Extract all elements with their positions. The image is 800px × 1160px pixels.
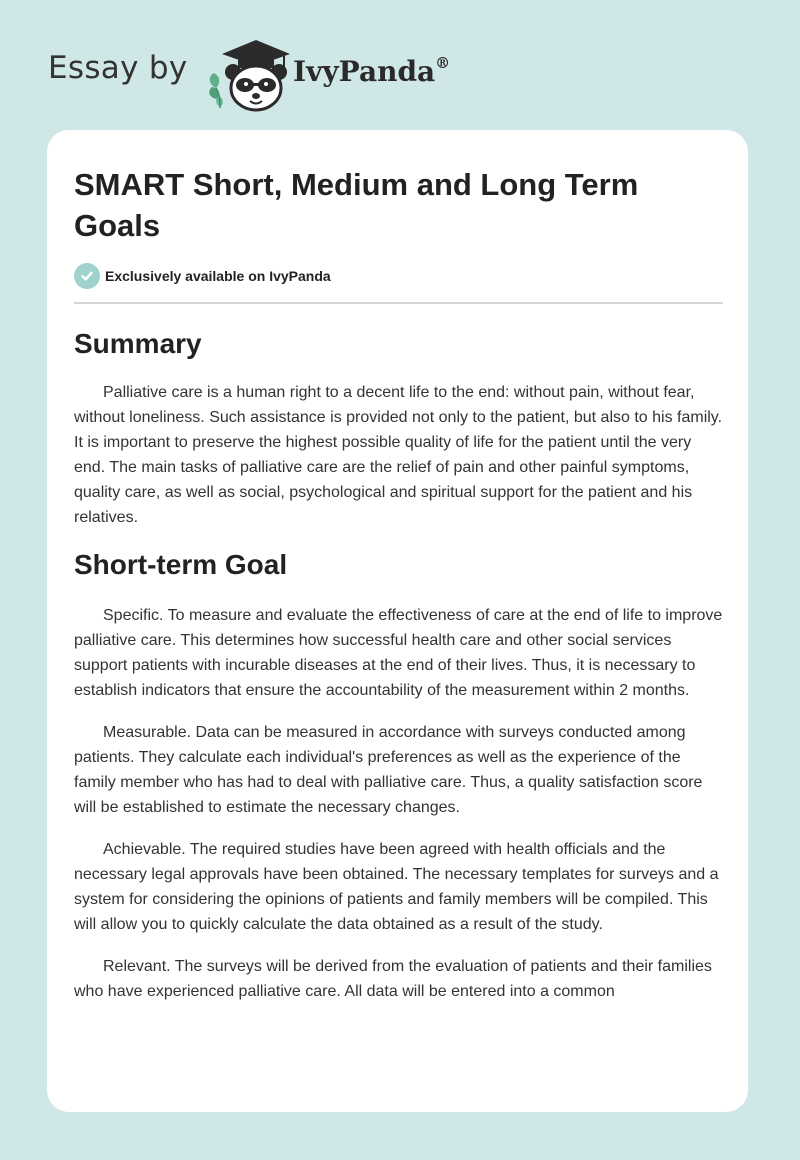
site-header [48, 28, 752, 108]
brand-name-text: IvyPanda [293, 55, 436, 88]
brand-name[interactable] [293, 55, 450, 88]
summary-paragraph: Palliative care is a human right to a decent life to the end: without pain, without fear, without loneliness. Such assistance is provided not only to the patient, but also to his family. It is important to preserve the highest possible quality of life for the patient until the very end. The main tasks of palliative care are the relief of pain and other painful symptoms, quality care, as well as social, psychological and spiritual support for the patient and his relatives. [74, 384, 723, 526]
divider [74, 302, 723, 304]
checkmark-icon [74, 263, 100, 289]
essay-by-label: Essay by [48, 50, 188, 86]
page-title: SMART Short, Medium and Long Term Goals [74, 167, 639, 243]
exclusive-badge-label: Exclusively available on IvyPanda [105, 268, 331, 284]
essay-card [47, 130, 748, 1112]
section-heading-summary: Summary [74, 328, 202, 359]
paragraph-specific: Specific. To measure and evaluate the effectiveness of care at the end of life to improve palliative care. This determines how successful health care and other social services support patients with incurable diseases at the end of their lives. Thus, it is necessary to establish indicators that ensure the accountability of the measurement within 2 months. [74, 607, 723, 699]
essay-body [74, 326, 724, 1021]
paragraph-measurable: Measurable. Data can be measured in accordance with surveys conducted among patients. They calculate each individual's preferences as well as the experience of the family member who has had to deal with palliative care. Thus, a quality satisfaction score will be established to estimate the necessary changes. [74, 724, 703, 816]
paragraph-relevant: Relevant. The surveys will be derived from the evaluation of patients and their families who have experienced palliative care. All data will be entered into a common [74, 958, 712, 1000]
exclusive-badge [74, 263, 331, 289]
section-heading-short-term-goal: Short-term Goal [74, 549, 288, 580]
ivypanda-logo-icon[interactable] [204, 36, 294, 114]
paragraph-achievable: Achievable. The required studies have been agreed with health officials and the necessary legal approvals have been obtained. The necessary templates for surveys and a system for considering the opinions of patients and family members will be compiled. This will allow you to quickly calculate the data obtained as a result of the study. [74, 841, 719, 933]
registered-mark: ® [435, 53, 451, 72]
